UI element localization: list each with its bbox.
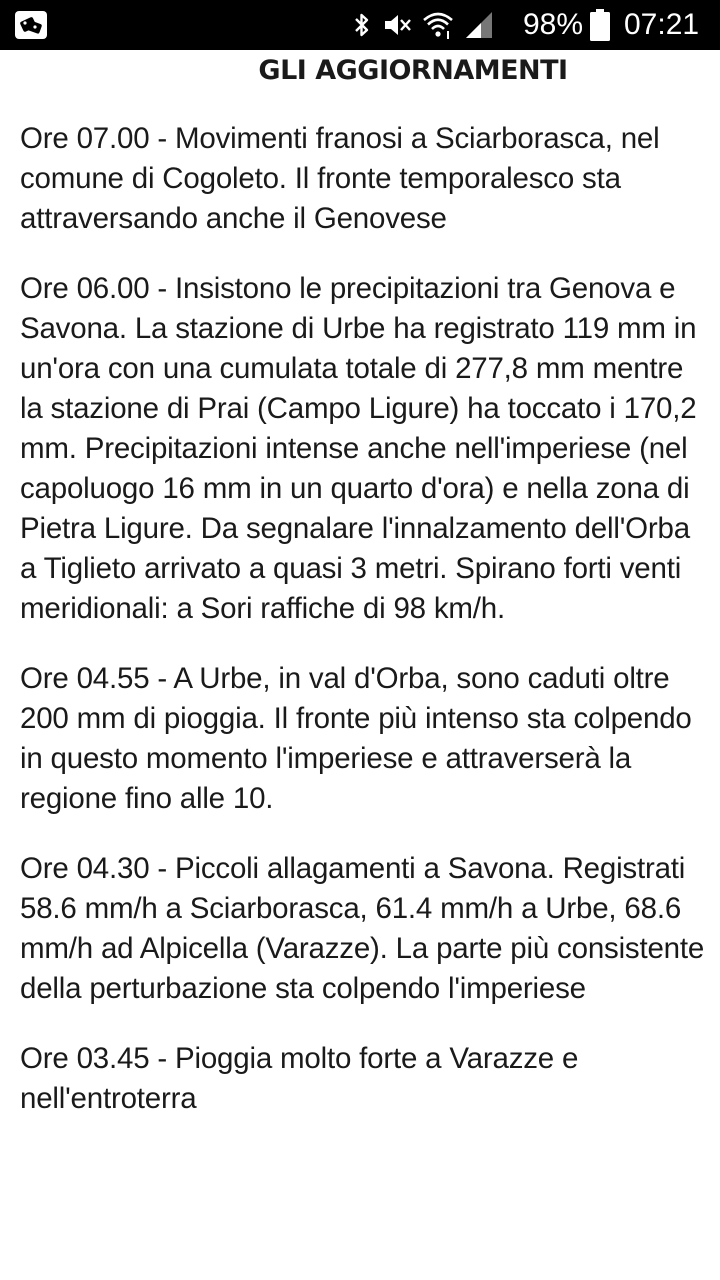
signal-icon — [464, 10, 494, 40]
update-0430: Ore 04.30 - Piccoli allagamenti a Savona. Registrati 58.6 mm/h a Sciarborasca, 61.4 mm/h a Urbe, 68.6 mm/h ad Alpicella (Varazze). La parte più consistente della perturbazione sta colpendo l'imperiese — [20, 852, 705, 1005]
app-notification-icon — [14, 10, 48, 40]
status-bar — [0, 0, 720, 50]
updates-list — [20, 119, 706, 1149]
bluetooth-icon — [352, 10, 372, 40]
page-title: GLI AGGIORNAMENTI — [258, 55, 568, 86]
clock: 07:21 — [624, 8, 700, 41]
status-icons — [352, 10, 504, 40]
update-0600: Ore 06.00 - Insistono le precipitazioni tra Genova e Savona. La stazione di Urbe ha registrato 119 mm in un'ora con una cumulata totale di 277,8 mm mentre la stazione di Prai (Campo Ligure) ha toccato i 170,2 mm. Precipitazioni intense anche nell'imperiese (nel capoluogo 16 mm in un quarto d'ora) e nella zona di Pietra Ligure. Da segnalare l'innalzamento dell'Orba a Tiglieto arrivato a quasi 3 metri. Spirano forti venti meridionali: a Sori raffiche di 98 km/h. — [20, 272, 697, 625]
wifi-icon — [422, 10, 454, 40]
vibrate-icon — [382, 10, 412, 40]
update-0345: Ore 03.45 - Pioggia molto forte a Varazze e nell'entroterra — [20, 1042, 579, 1115]
battery-percent: 98% — [523, 8, 584, 41]
battery-icon — [590, 9, 610, 41]
update-0455: Ore 04.55 - A Urbe, in val d'Orba, sono caduti oltre 200 mm di pioggia. Il fronte più intenso sta colpendo in questo momento l'imperiese e attraverserà la regione fino alle 10. — [20, 662, 692, 815]
update-0700: Ore 07.00 - Movimenti franosi a Sciarborasca, nel comune di Cogoleto. Il fronte temporalesco sta attraversando anche il Genovese — [20, 122, 660, 235]
